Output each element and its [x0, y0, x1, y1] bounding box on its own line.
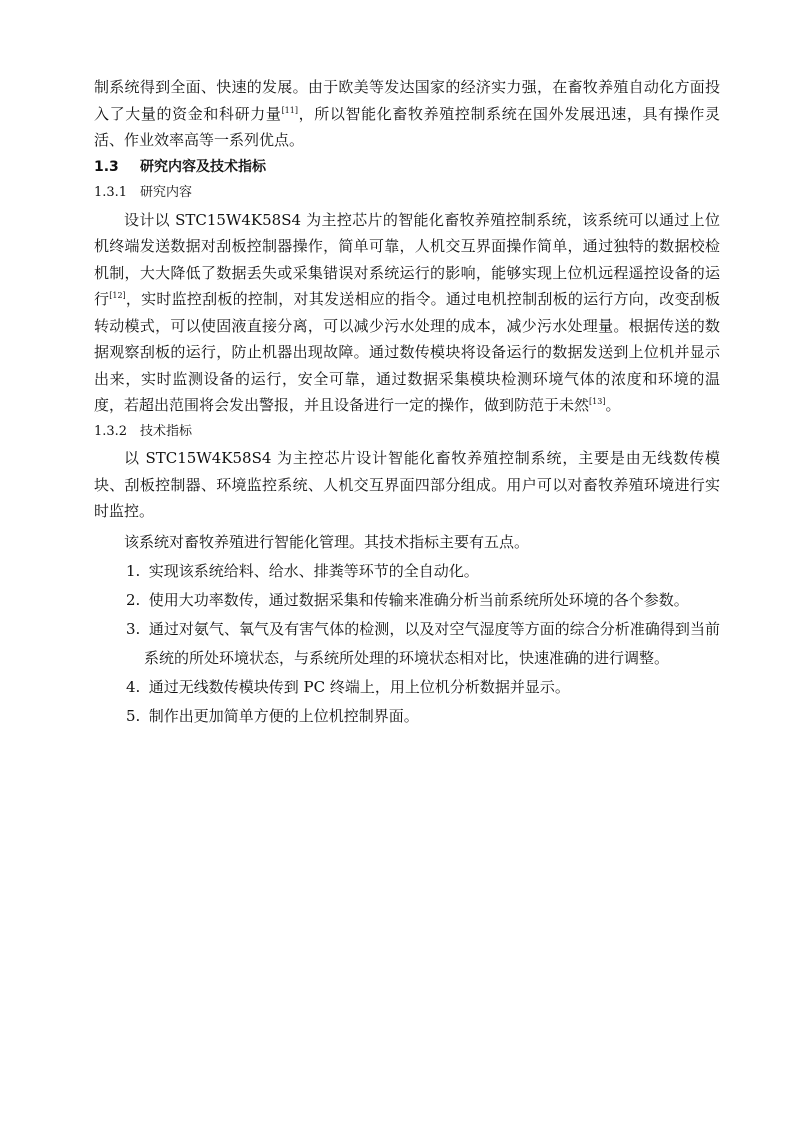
list-item: [94, 586, 720, 615]
intro-text-b: ，所以智能化畜牧养殖控制系统在国外发展迅速，具有操作灵活、作业效率高等一系列优点。: [94, 104, 720, 149]
spec-paragraph-2: 该系统对畜牧养殖进行智能化管理。其技术指标主要有五点。: [124, 532, 530, 551]
section-number: 1.3: [94, 158, 119, 175]
list-item-number: 2.: [126, 591, 141, 609]
research-text-a: 设计以 STC15W4K58S4 为主控芯片的智能化畜牧养殖控制系统，该系统可以通过上位机终端发送数据对刮板控制器操作，简单可靠，人机交互界面操作简单，通过独特的数据校检机制，大大降低了数据丢失或采集错误对系统运行的影响，能够实现上位机远程遥控设备的运行: [94, 210, 720, 308]
list-item-text: 制作出更加简单方便的上位机控制界面。: [148, 707, 419, 725]
list-item-number: 4.: [126, 678, 141, 696]
research-paragraph: [94, 207, 720, 419]
document-page: [94, 74, 720, 731]
intro-paragraph: [94, 74, 720, 154]
subsection-heading-1-3-1: [94, 180, 720, 207]
list-item: [94, 557, 720, 586]
section-heading-1-3: [94, 154, 720, 181]
research-text-b: ，实时监控刮板的控制，对其发送相应的指令。通过电机控制刮板的运行方向，改变刮板转动模式，可以使固液直接分离，可以减少污水处理的成本，减少污水处理量。根据传送的数据观察刮板的运行，防止机器出现故障。通过数传模块将设备运行的数据发送到上位机并显示出来，实时监测设备的运行，安全可靠，通过数据采集模块检测环境气体的浓度和环境的温度，若超出范围将会发出警报，并且设备进行一定的操作，做到防范于未然: [94, 290, 720, 414]
list-item-text: 通过对氨气、氧气及有害气体的检测，以及对空气湿度等方面的综合分析准确得到当前系统的所处环境状态，与系统所处理的环境状态相对比，快速准确的进行调整。: [144, 620, 720, 667]
list-item: [94, 702, 720, 731]
subsection-number: 1.3.1: [94, 185, 128, 200]
list-item-text: 使用大功率数传，通过数据采集和传输来准确分析当前系统所处环境的各个参数。: [148, 591, 689, 609]
list-item-number: 3.: [126, 620, 141, 638]
spec-paragraph-1: 以 STC15W4K58S4 为主控芯片设计智能化畜牧养殖控制系统，主要是由无线数传模块、刮板控制器、环境监控系统、人机交互界面四部分组成。用户可以对畜牧养殖环境进行实时监控。: [94, 449, 720, 520]
list-item-number: 1.: [126, 562, 141, 580]
subsection-number: 1.3.2: [94, 423, 128, 439]
citation-12: [12]: [109, 291, 126, 300]
citation-13: [13]: [589, 397, 606, 406]
research-text-c: 。: [605, 396, 621, 414]
list-item-text: 通过无线数传模块传到 PC 终端上，用上位机分析数据并显示。: [148, 678, 570, 696]
subsection-title: 技术指标: [140, 423, 193, 439]
subsection-heading-1-3-2: [94, 419, 720, 446]
section-title: 研究内容及技术指标: [140, 158, 266, 175]
citation-11: [11]: [281, 105, 298, 115]
intro-text-a: 制系统得到全面、快速的发展。由于欧美等发达国家的经济实力强，在畜牧养殖自动化方面投入了大量的资金和科研力量: [94, 78, 720, 123]
list-item: [94, 673, 720, 702]
subsection-title: 研究内容: [140, 185, 193, 200]
list-item-text: 实现该系统给料、给水、排粪等环节的全自动化。: [148, 562, 479, 580]
list-item: [94, 615, 720, 673]
spec-list: [94, 557, 720, 731]
list-item-number: 5.: [126, 707, 141, 725]
